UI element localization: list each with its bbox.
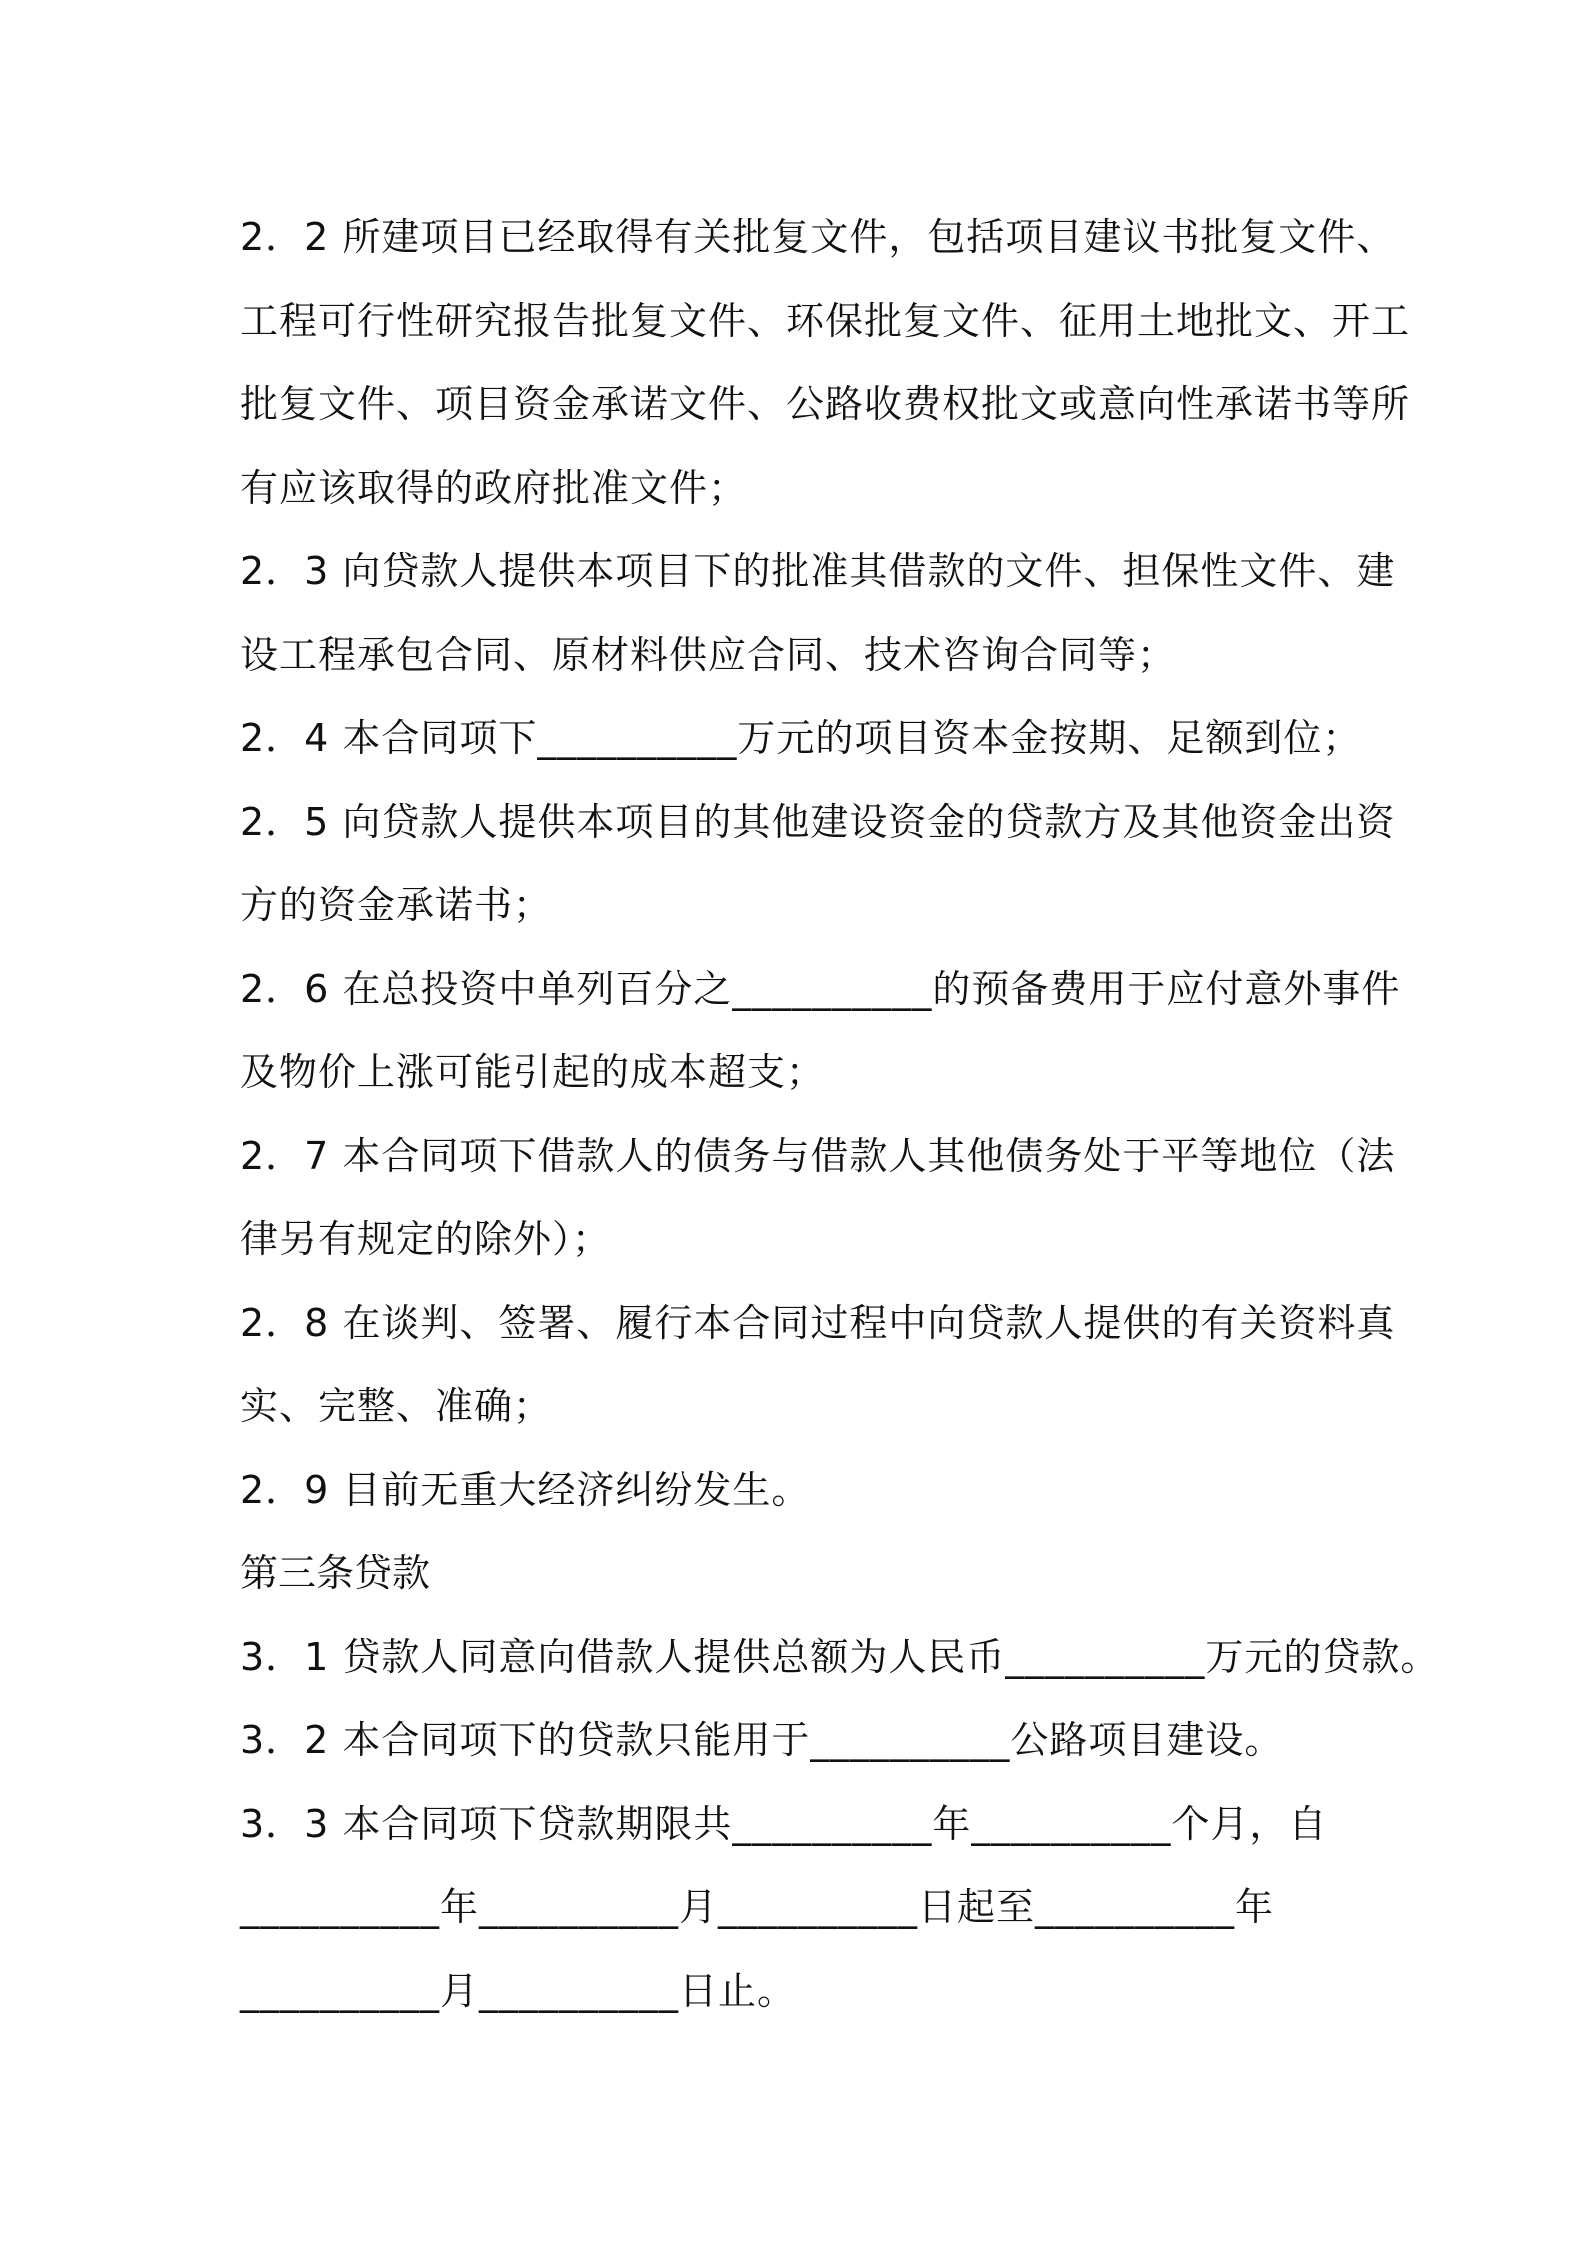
text-line: __________年__________月__________日起至__________年 [240, 1885, 1275, 1929]
text-line: 2．3 向贷款人提供本项目下的批准其借款的文件、担保性文件、建 [240, 549, 1396, 593]
text-line: 3．3 本合同项下贷款期限共__________年__________个月，自 [240, 1801, 1328, 1846]
text-line: 实、完整、准确； [240, 1384, 553, 1428]
text-line: 及物价上涨可能引起的成本超支； [240, 1050, 826, 1094]
text-line: 设工程承包合同、原材料供应合同、技术咨询合同等； [240, 632, 1177, 677]
text-line: 2．9 目前无重大经济纠纷发生。 [240, 1467, 811, 1512]
text-line: 2．8 在谈判、签署、履行本合同过程中向贷款人提供的有关资料真 [240, 1300, 1396, 1345]
text-line: 2．2 所建项目已经取得有关批复文件，包括项目建议书批复文件、 [240, 215, 1396, 259]
text-line: 批复文件、项目资金承诺文件、公路收费权批文或意向性承诺书等所 [240, 382, 1411, 426]
text-line: 有应该取得的政府批准文件； [240, 465, 748, 510]
text-line: __________月__________日止。 [240, 1968, 797, 2013]
section-heading: 第三条贷款 [240, 1551, 431, 1595]
text-line: 2．5 向贷款人提供本项目的其他建设资金的贷款方及其他资金出资 [240, 799, 1396, 844]
text-line: 2．4 本合同项下__________万元的项目资本金按期、足额到位； [240, 716, 1362, 760]
text-line: 律另有规定的除外）； [240, 1217, 612, 1261]
text-line: 方的资金承诺书； [240, 883, 553, 927]
text-line: 2．6 在总投资中单列百分之__________的预备费用于应付意外事件 [240, 966, 1401, 1011]
text-line: 3．2 本合同项下的贷款只能用于__________公路项目建设。 [240, 1718, 1284, 1762]
text-line: 工程可行性研究报告批复文件、环保批复文件、征用土地批文、开工 [240, 298, 1411, 343]
text-line: 2．7 本合同项下借款人的债务与借款人其他债务处于平等地位（法 [240, 1133, 1396, 1178]
text-line: 3．1 贷款人同意向借款人提供总额为人民币__________万元的贷款。 [240, 1634, 1440, 1679]
